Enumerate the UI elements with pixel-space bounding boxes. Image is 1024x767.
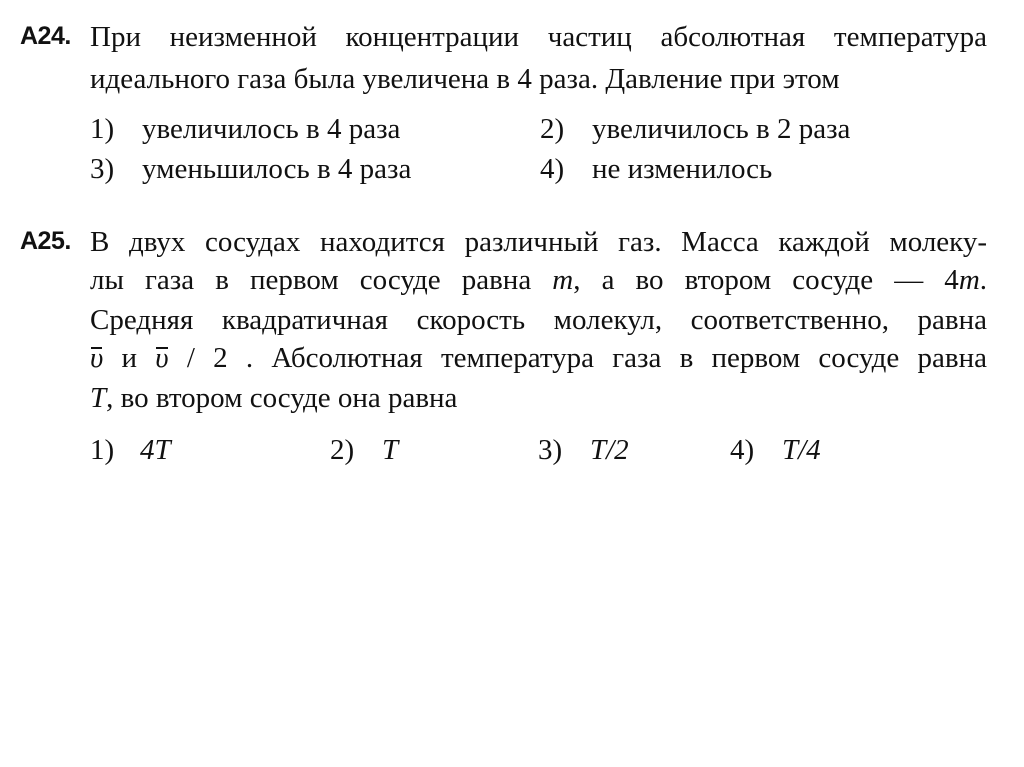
option-number: 3) bbox=[538, 434, 563, 466]
var-v-bar: υ bbox=[155, 342, 169, 374]
var-v-bar: υ bbox=[90, 342, 104, 374]
option-text: T/2 bbox=[590, 434, 629, 466]
question-text-line bbox=[90, 263, 987, 297]
option-text: увеличилось в 4 раза bbox=[142, 113, 401, 145]
question-text-line: В двух сосудах находится различный газ. Масса каждой молеку- bbox=[90, 226, 987, 258]
answer-option-2 bbox=[540, 112, 850, 146]
option-text: не изменилось bbox=[592, 153, 773, 185]
option-text: T bbox=[382, 434, 399, 466]
question-text-line: идеального газа была увеличена в 4 раза. Давление при этом bbox=[90, 63, 840, 95]
option-text: увеличилось в 2 раза bbox=[592, 113, 851, 145]
var-m: m bbox=[958, 264, 980, 296]
question-text-line: При неизменной концентрации частиц абсолютная температура bbox=[90, 21, 987, 53]
text-segment: . bbox=[979, 264, 988, 296]
answer-option-2 bbox=[330, 433, 398, 467]
answer-option-3 bbox=[90, 152, 411, 186]
question-text-line bbox=[90, 341, 987, 375]
option-number: 1) bbox=[90, 113, 115, 145]
answer-option-4 bbox=[540, 152, 772, 186]
answer-option-4 bbox=[730, 433, 821, 467]
option-number: 4) bbox=[730, 434, 755, 466]
text-segment: и bbox=[103, 342, 156, 374]
question-text-line: Средняя квадратичная скорость молекул, соответственно, равна bbox=[90, 304, 987, 336]
option-number: 2) bbox=[540, 113, 565, 145]
option-text: 4T bbox=[140, 434, 171, 466]
option-number: 4) bbox=[540, 153, 565, 185]
question-label-a24: A24. bbox=[20, 22, 71, 50]
question-label-a25: A25. bbox=[20, 227, 71, 255]
text-segment: , во втором сосуде она равна bbox=[106, 382, 458, 414]
text-segment: лы газа в первом сосуде равна bbox=[90, 264, 553, 296]
text-segment: / 2 . Абсолютная температура газа в первом сосуде равна bbox=[168, 342, 987, 374]
question-text-line bbox=[90, 381, 457, 415]
option-number: 3) bbox=[90, 153, 115, 185]
text-segment: , а во втором сосуде — 4 bbox=[573, 264, 959, 296]
var-m: m bbox=[552, 264, 574, 296]
option-text: уменьшилось в 4 раза bbox=[142, 153, 412, 185]
answer-option-3 bbox=[538, 433, 629, 467]
option-text: T/4 bbox=[782, 434, 821, 466]
answer-option-1 bbox=[90, 433, 171, 467]
var-T: T bbox=[90, 382, 107, 414]
answer-option-1 bbox=[90, 112, 400, 146]
option-number: 1) bbox=[90, 434, 115, 466]
option-number: 2) bbox=[330, 434, 355, 466]
